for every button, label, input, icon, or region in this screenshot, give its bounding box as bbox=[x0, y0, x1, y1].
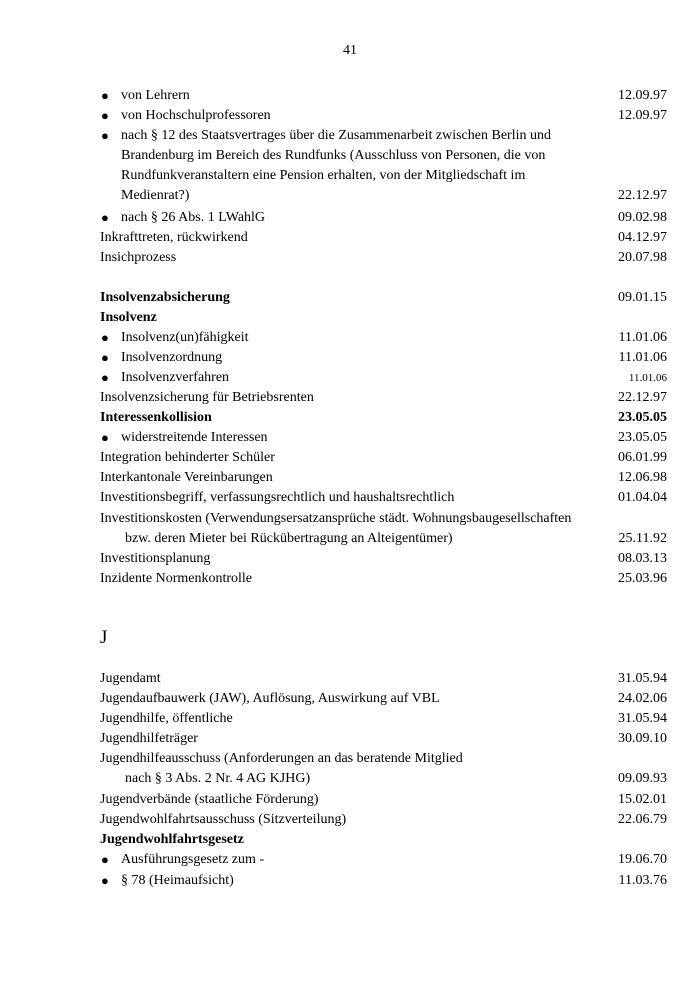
entry-date: 12.09.97 bbox=[618, 108, 667, 123]
entry-date: 22.12.97 bbox=[618, 390, 667, 405]
entry-date: 30.09.10 bbox=[618, 731, 667, 746]
entry-date: 09.09.93 bbox=[618, 771, 667, 786]
entry-text: Insolvenzordnung bbox=[121, 350, 223, 365]
entry-text: Ausführungsgesetz zum - bbox=[121, 852, 265, 867]
entry-text: nach § 26 Abs. 1 LWahlG bbox=[121, 210, 266, 225]
entry-heading: Insolvenz bbox=[100, 310, 157, 325]
list-item bbox=[100, 146, 667, 166]
entry-date: 19.06.70 bbox=[618, 852, 667, 867]
entry-date: 09.01.15 bbox=[618, 290, 667, 305]
entry-date: 20.07.98 bbox=[618, 250, 667, 265]
entry-text: nach § 3 Abs. 2 Nr. 4 AG KJHG) bbox=[125, 771, 311, 786]
bullet-icon: ● bbox=[101, 108, 109, 123]
bullet-icon: ● bbox=[101, 128, 109, 143]
entry-text: Jugendhilfe, öffentliche bbox=[100, 711, 233, 726]
entry-text: Inzidente Normenkontrolle bbox=[100, 571, 253, 586]
list-item bbox=[100, 790, 667, 810]
list-item bbox=[100, 669, 667, 689]
entry-text: Insolvenzsicherung für Betriebsrenten bbox=[100, 390, 314, 405]
entry-heading: Insolvenzabsicherung bbox=[100, 290, 230, 305]
entry-date: 23.05.05 bbox=[618, 410, 667, 425]
bullet-icon: ● bbox=[101, 88, 109, 103]
entry-date: 31.05.94 bbox=[618, 671, 667, 686]
list-item bbox=[100, 709, 667, 729]
entry-text: Investitionsplanung bbox=[100, 551, 211, 566]
entry-date: 15.02.01 bbox=[618, 792, 667, 807]
entry-date: 22.06.79 bbox=[618, 812, 667, 827]
entry-date: 25.11.92 bbox=[618, 531, 667, 546]
list-item bbox=[100, 529, 667, 549]
list-item bbox=[100, 871, 667, 891]
list-item bbox=[100, 488, 667, 508]
bullet-icon: ● bbox=[101, 350, 109, 365]
list-item bbox=[100, 288, 667, 308]
entry-date: 12.09.97 bbox=[618, 88, 667, 103]
bullet-icon: ● bbox=[101, 873, 109, 888]
list-item bbox=[100, 769, 667, 789]
bullet-icon: ● bbox=[101, 370, 109, 385]
entry-text: Jugendaufbauwerk (JAW), Auflösung, Auswirkung auf VBL bbox=[100, 691, 440, 706]
entry-heading: Jugendwohlfahrtsgesetz bbox=[100, 832, 244, 847]
page-number: 41 bbox=[343, 43, 357, 58]
entry-date: 09.02.98 bbox=[618, 210, 667, 225]
entry-text: § 78 (Heimaufsicht) bbox=[121, 873, 234, 888]
entry-text: von Hochschulprofessoren bbox=[121, 108, 271, 123]
section-letter: J bbox=[100, 627, 108, 648]
list-item bbox=[100, 308, 667, 328]
list-item bbox=[100, 810, 667, 830]
list-item bbox=[100, 749, 667, 769]
list-item bbox=[100, 328, 667, 348]
entry-heading: Interessenkollision bbox=[100, 410, 212, 425]
entry-date: 06.01.99 bbox=[618, 450, 667, 465]
list-item bbox=[100, 850, 667, 870]
entry-date: 23.05.05 bbox=[618, 430, 667, 445]
list-item bbox=[100, 448, 667, 468]
list-item bbox=[100, 428, 667, 448]
entry-text: Jugendverbände (staatliche Förderung) bbox=[100, 792, 319, 807]
entry-date: 11.01.06 bbox=[628, 372, 667, 384]
entry-text: bzw. deren Mieter bei Rückübertragung an Alteigentümer) bbox=[125, 531, 453, 546]
entry-date: 04.12.97 bbox=[618, 230, 667, 245]
entry-text: Rundfunkveranstaltern eine Pension erhalten, von der Mitgliedschaft im bbox=[121, 168, 526, 183]
bullet-icon: ● bbox=[101, 852, 109, 867]
entry-date: 11.03.76 bbox=[618, 873, 667, 888]
list-item bbox=[100, 208, 667, 228]
list-item bbox=[100, 569, 667, 589]
bullet-icon: ● bbox=[101, 210, 109, 225]
entry-date: 11.01.06 bbox=[618, 330, 667, 345]
entry-text: widerstreitende Interessen bbox=[121, 430, 268, 445]
list-item bbox=[100, 509, 667, 529]
entry-text: Jugendwohlfahrtsausschuss (Sitzverteilung) bbox=[100, 812, 347, 827]
entry-text: Insolvenzverfahren bbox=[121, 370, 230, 385]
entry-text: Investitionskosten (Verwendungsersatzansprüche städt. Wohnungsbaugesellschaften bbox=[100, 511, 572, 526]
entry-text: Insolvenz(un)fähigkeit bbox=[121, 330, 249, 345]
entry-date: 01.04.04 bbox=[618, 490, 667, 505]
entry-text: Medienrat?) bbox=[121, 188, 190, 203]
entry-text: Insichprozess bbox=[100, 250, 177, 265]
list-item bbox=[100, 830, 667, 850]
list-item bbox=[100, 86, 667, 106]
entry-date: 22.12.97 bbox=[618, 188, 667, 203]
list-item bbox=[100, 368, 667, 388]
list-item bbox=[100, 388, 667, 408]
entry-text: Investitionsbegriff, verfassungsrechtlich und haushaltsrechtlich bbox=[100, 490, 455, 505]
list-item bbox=[100, 689, 667, 709]
entry-date: 25.03.96 bbox=[618, 571, 667, 586]
list-item bbox=[100, 468, 667, 488]
entry-date: 12.06.98 bbox=[618, 470, 667, 485]
list-item bbox=[100, 186, 667, 206]
entry-text: Interkantonale Vereinbarungen bbox=[100, 470, 273, 485]
list-item bbox=[100, 248, 667, 268]
entry-date: 31.05.94 bbox=[618, 711, 667, 726]
entry-text: Integration behinderter Schüler bbox=[100, 450, 275, 465]
entry-text: Jugendamt bbox=[100, 671, 161, 686]
entry-date: 11.01.06 bbox=[618, 350, 667, 365]
entry-text: Brandenburg im Bereich des Rundfunks (Ausschluss von Personen, die von bbox=[121, 148, 546, 163]
entry-date: 24.02.06 bbox=[618, 691, 667, 706]
list-item bbox=[100, 729, 667, 749]
bullet-icon: ● bbox=[101, 330, 109, 345]
entry-text: von Lehrern bbox=[121, 88, 190, 103]
bullet-icon: ● bbox=[101, 430, 109, 445]
entry-text: nach § 12 des Staatsvertrages über die Zusammenarbeit zwischen Berlin und bbox=[121, 128, 551, 143]
list-item bbox=[100, 126, 667, 146]
list-item bbox=[100, 549, 667, 569]
entry-text: Jugendhilfeträger bbox=[100, 731, 198, 746]
entry-date: 08.03.13 bbox=[618, 551, 667, 566]
list-item bbox=[100, 166, 667, 186]
entry-text: Inkrafttreten, rückwirkend bbox=[100, 230, 248, 245]
list-item bbox=[100, 228, 667, 248]
list-item bbox=[100, 106, 667, 126]
entry-text: Jugendhilfeausschuss (Anforderungen an das beratende Mitglied bbox=[100, 751, 463, 766]
list-item bbox=[100, 348, 667, 368]
list-item bbox=[100, 408, 667, 428]
